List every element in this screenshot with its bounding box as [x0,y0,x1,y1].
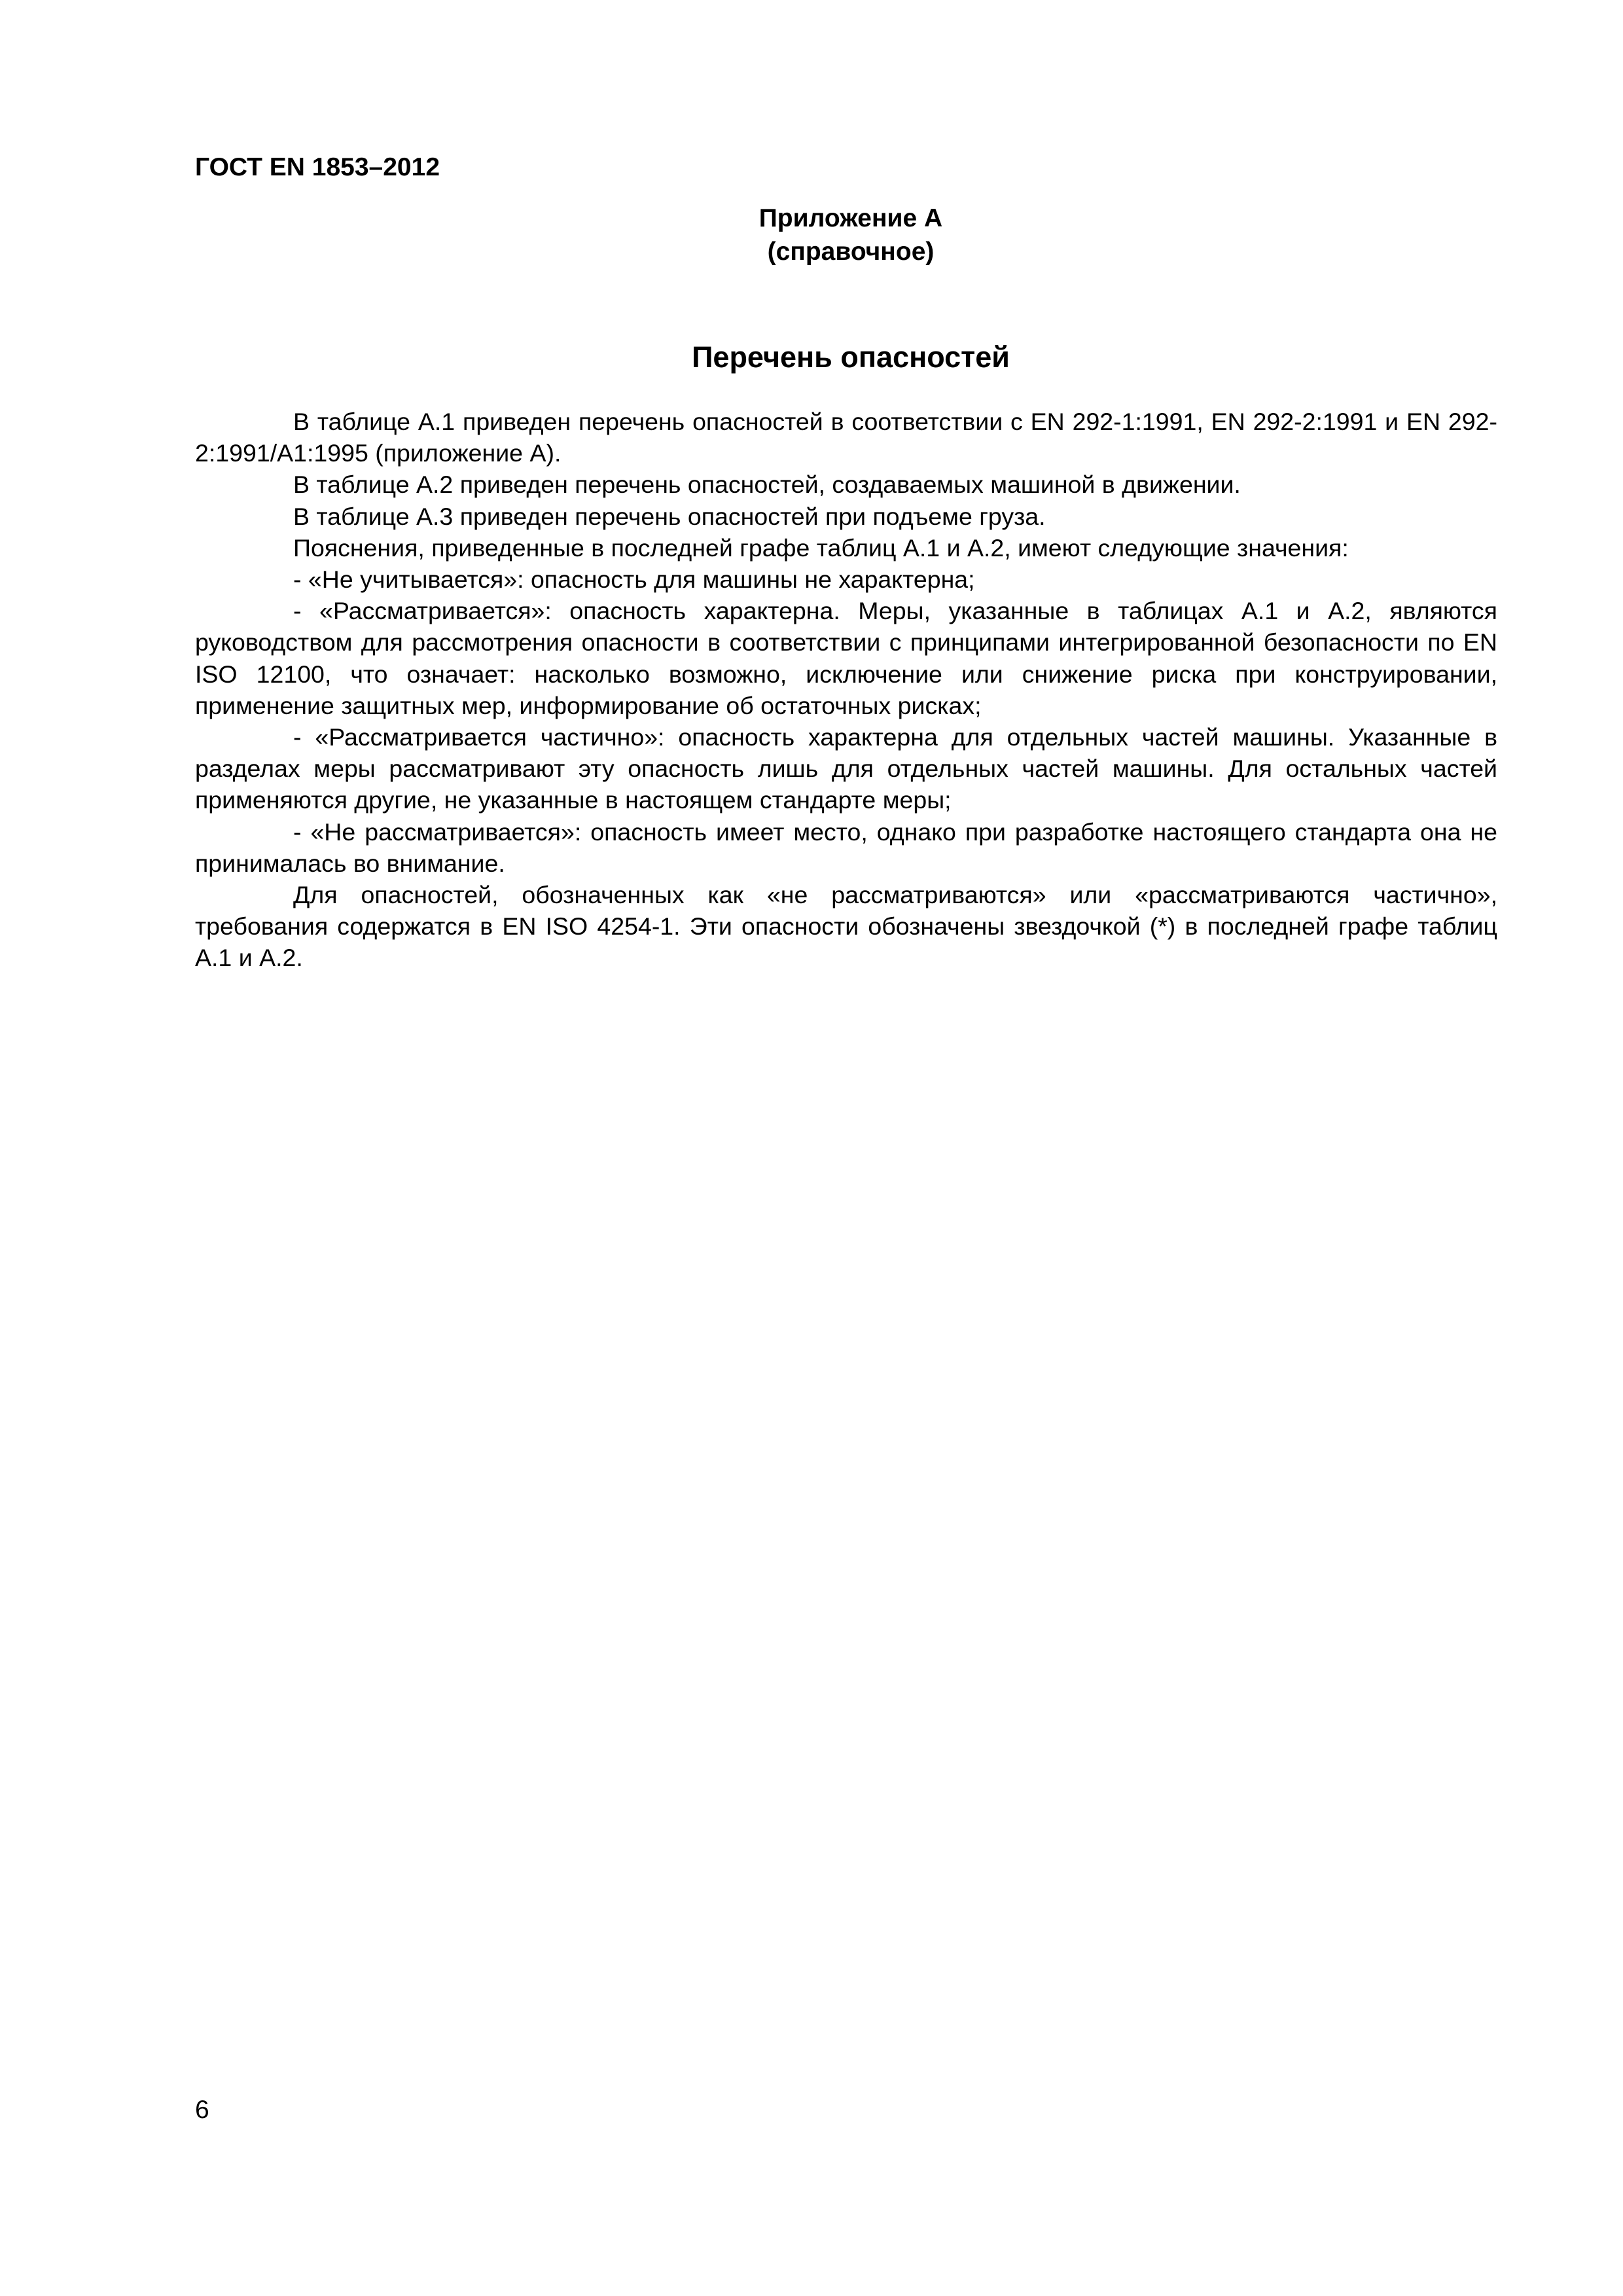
section-title: Перечень опасностей [692,340,1010,374]
list-item: - «Не учитывается»: опасность для машины не характерна; [293,565,975,594]
body-text [195,406,1497,974]
paragraph: Для опасностей, обозначенных как «не рассматриваются» или «рассматриваются частично», требования содержатся в EN ISO 4254-1. Эти опасности обозначены звездочкой (*) в последней графе таблиц А.1 и А.2. [195,881,1497,972]
standard-code-header: ГОСТ EN 1853–2012 [195,153,440,181]
paragraph: В таблице А.1 приведен перечень опасностей в соответствии с EN 292-1:1991, EN 292-2:1991 и EN 292-2:1991/A1:1995 (приложение А). [195,408,1497,467]
list-item: - «Не рассматривается»: опасность имеет место, однако при разработке настоящего стандарта она не принималась во внимание. [195,817,1497,877]
paragraph: Пояснения, приведенные в последней графе таблиц А.1 и А.2, имеют следующие значения: [293,533,1349,562]
page-number: 6 [195,2096,209,2124]
list-item: - «Рассматривается частично»: опасность характерна для отдельных частей машины. Указанные в разделах меры рассматривают эту опасность лишь для отдельных частей машины. Для остальных частей применяются другие, не указанные в настоящем стандарте меры; [195,723,1497,814]
paragraph: В таблице А.2 приведен перечень опасностей, создаваемых машиной в движении. [293,471,1241,499]
appendix-type: (справочное) [767,238,935,266]
appendix-heading [458,202,1243,268]
list-item: - «Рассматривается»: опасность характерна. Меры, указанные в таблицах А.1 и А.2, являются руководством для рассмотрения опасности в соответствии с принципами интегрированной безопасности по EN ISO 12100, что означает: насколько возможно, исключение или снижение риска при конструировании, применение защитных мер, информирование об остаточных рисках; [195,597,1497,719]
appendix-title: Приложение А [758,204,943,232]
paragraph: В таблице А.3 приведен перечень опасностей при подъеме груза. [293,502,1046,530]
